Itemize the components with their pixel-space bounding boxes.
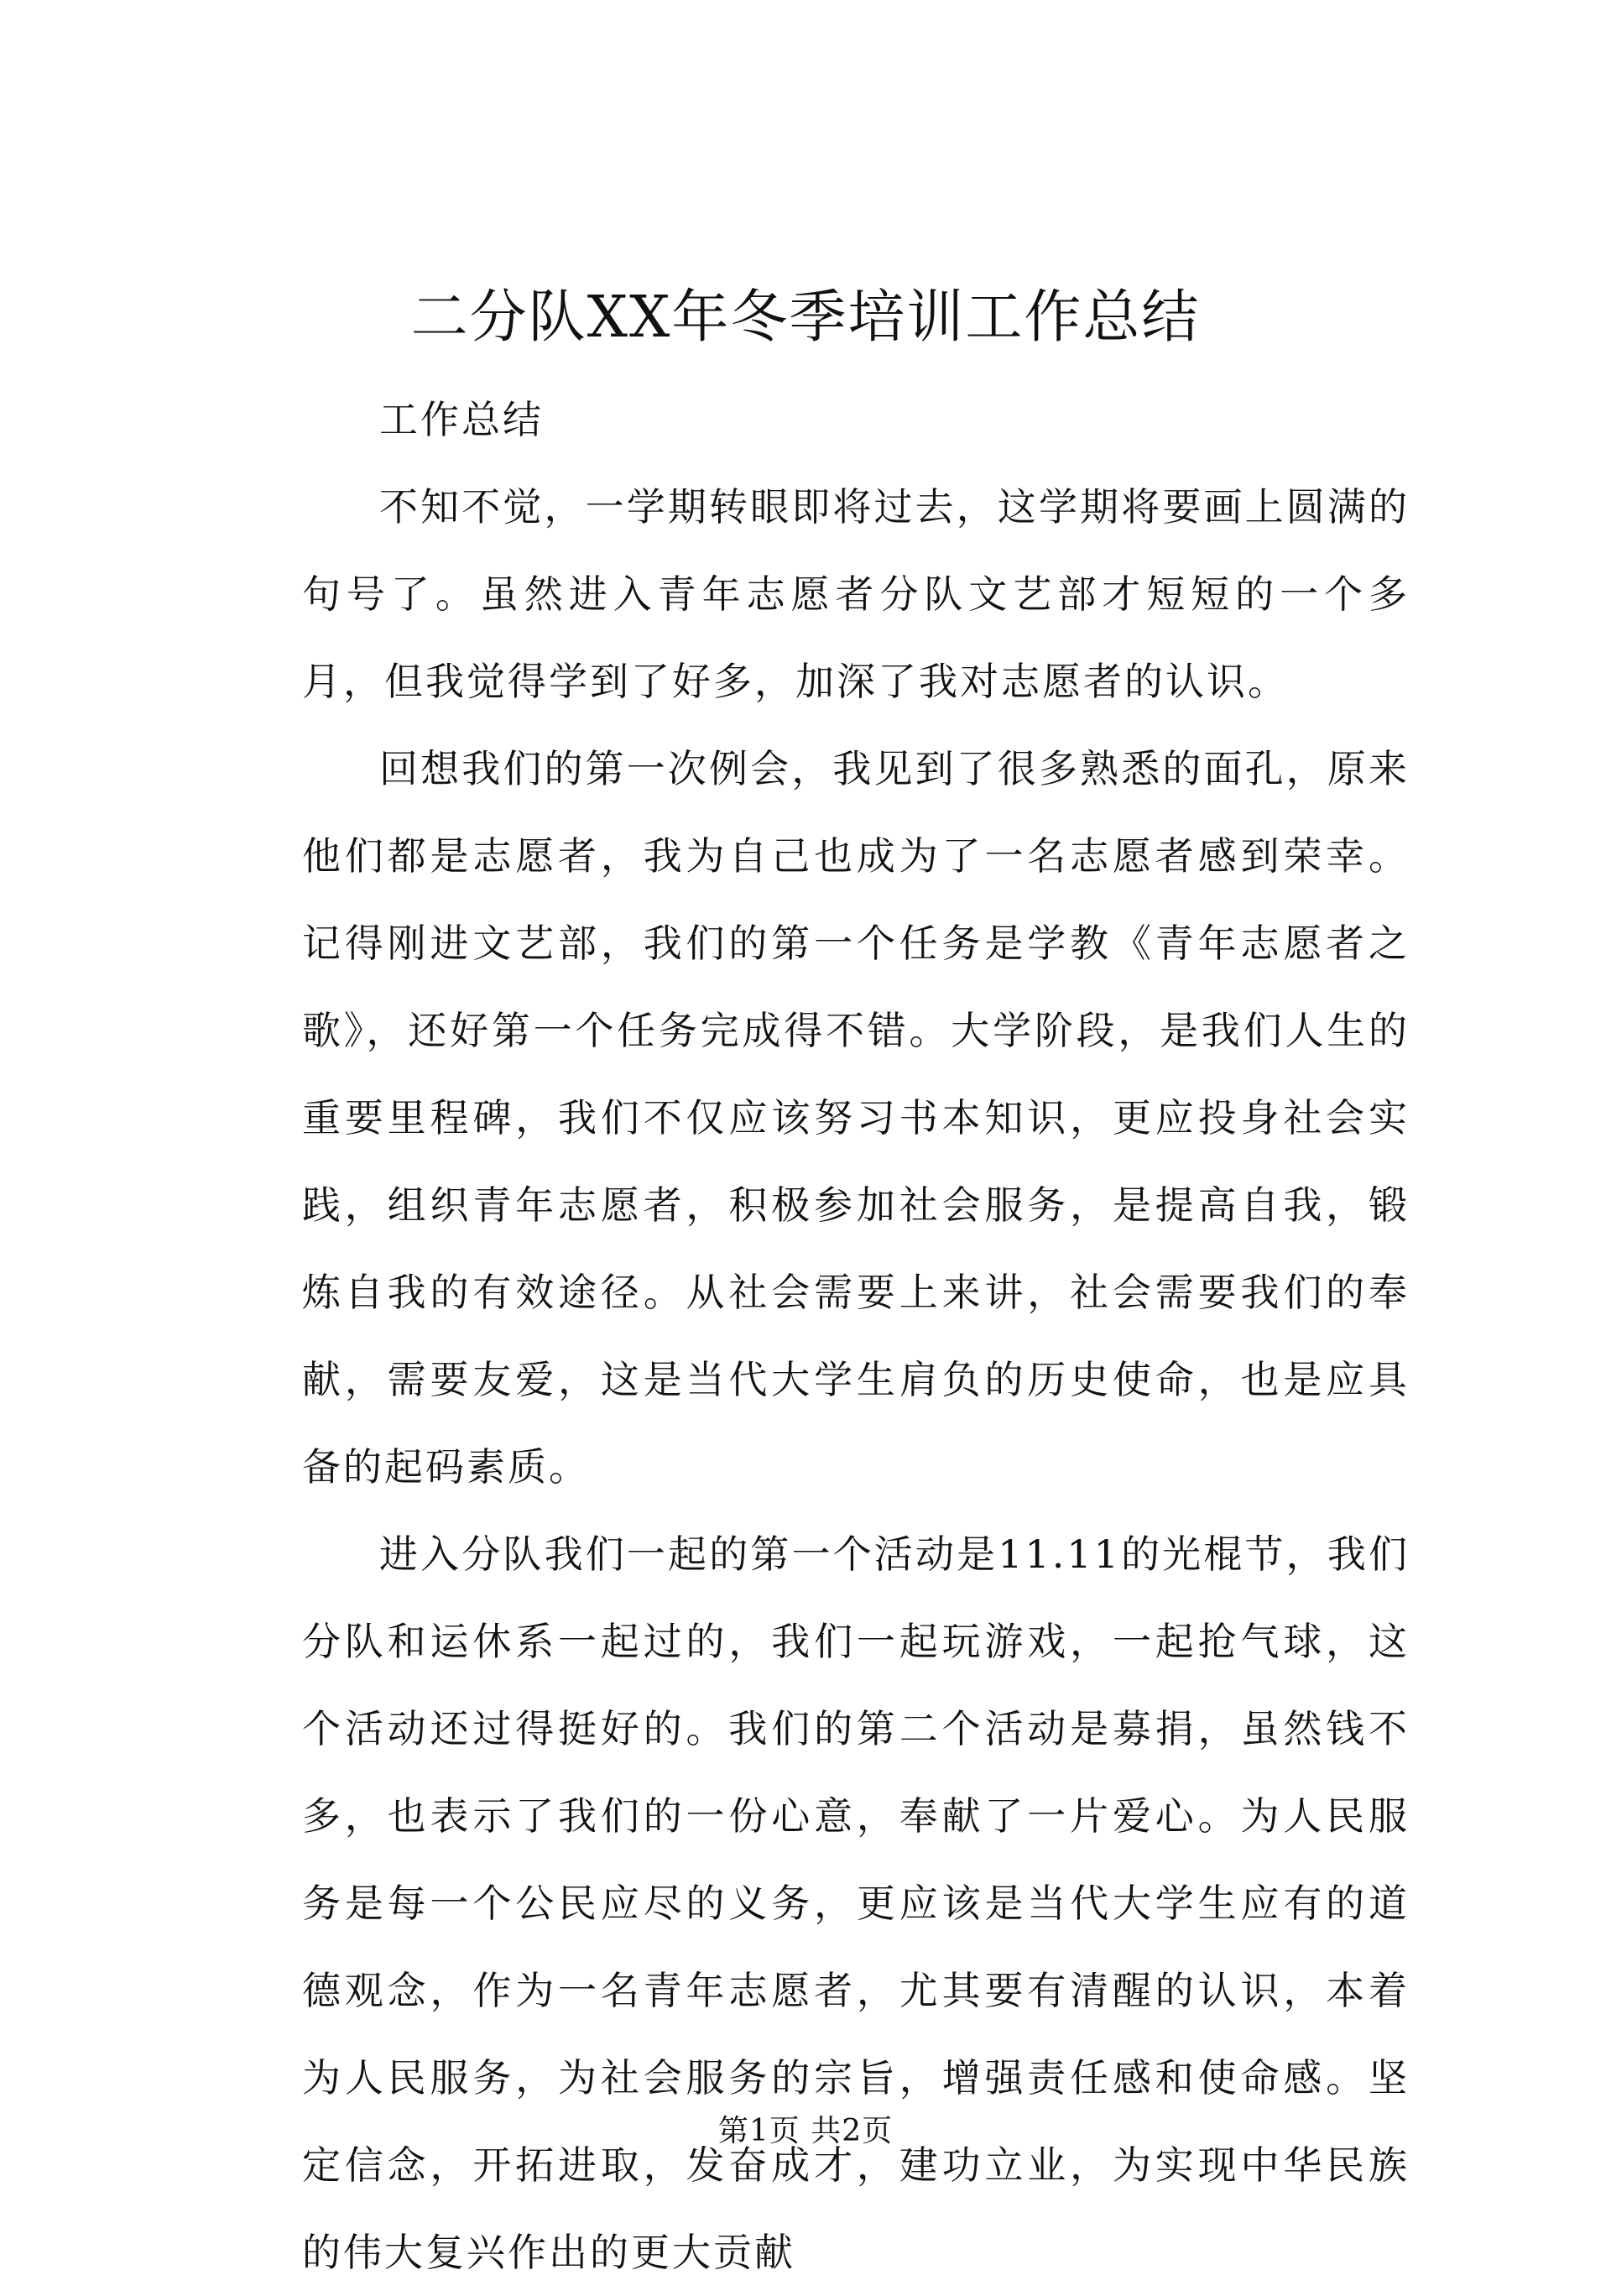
paragraph-first-meeting: 回想我们的第一次例会，我见到了很多熟悉的面孔，原来他们都是志愿者，我为自己也成为了一名志愿者感到荣幸。记得刚进文艺部，我们的第一个任务是学教《青年志愿者之歌》，还好第一个任务完成得不错。大学阶段，是我们人生的重要里程碑，我们不仅应该努习书本知识，更应投身社会实践，组织青年志愿者，积极参加社会服务，是提高自我，锻炼自我的有效途径。从社会需要上来讲，社会需要我们的奉献，需要友爱，这是当代大学生肩负的历史使命，也是应具备的起码素质。 xyxy=(302,746,1410,1490)
document-body xyxy=(302,376,1410,2296)
paragraph-intro: 不知不觉，一学期转眼即将过去，这学期将要画上圆满的句号了。虽然进入青年志愿者分队文艺部才短短的一个多月，但我觉得学到了好多，加深了我对志愿者的认识。 xyxy=(302,484,1410,704)
paragraph-activities: 进入分队我们一起的第一个活动是11.11的光棍节，我们分队和运休系一起过的，我们一起玩游戏，一起抢气球，这个活动还过得挺好的。我们的第二个活动是募捐，虽然钱不多，也表示了我们的一份心意，奉献了一片爱心。为人民服务是每一个公民应尽的义务，更应该是当代大学生应有的道德观念，作为一名青年志愿者，尤其要有清醒的认识，本着为人民服务，为社会服务的宗旨，增强责任感和使命感。坚定信念，开拓进取，发奋成才，建功立业，为实现中华民族的伟大复兴作出的更大贡献 xyxy=(302,1532,1410,2275)
document-title: 二分队XX年冬季培训工作总结 xyxy=(410,284,1201,351)
paragraph-subtitle: 工作总结 xyxy=(379,397,544,442)
page-number-footer: 第1页 共2页 xyxy=(717,2114,894,2148)
